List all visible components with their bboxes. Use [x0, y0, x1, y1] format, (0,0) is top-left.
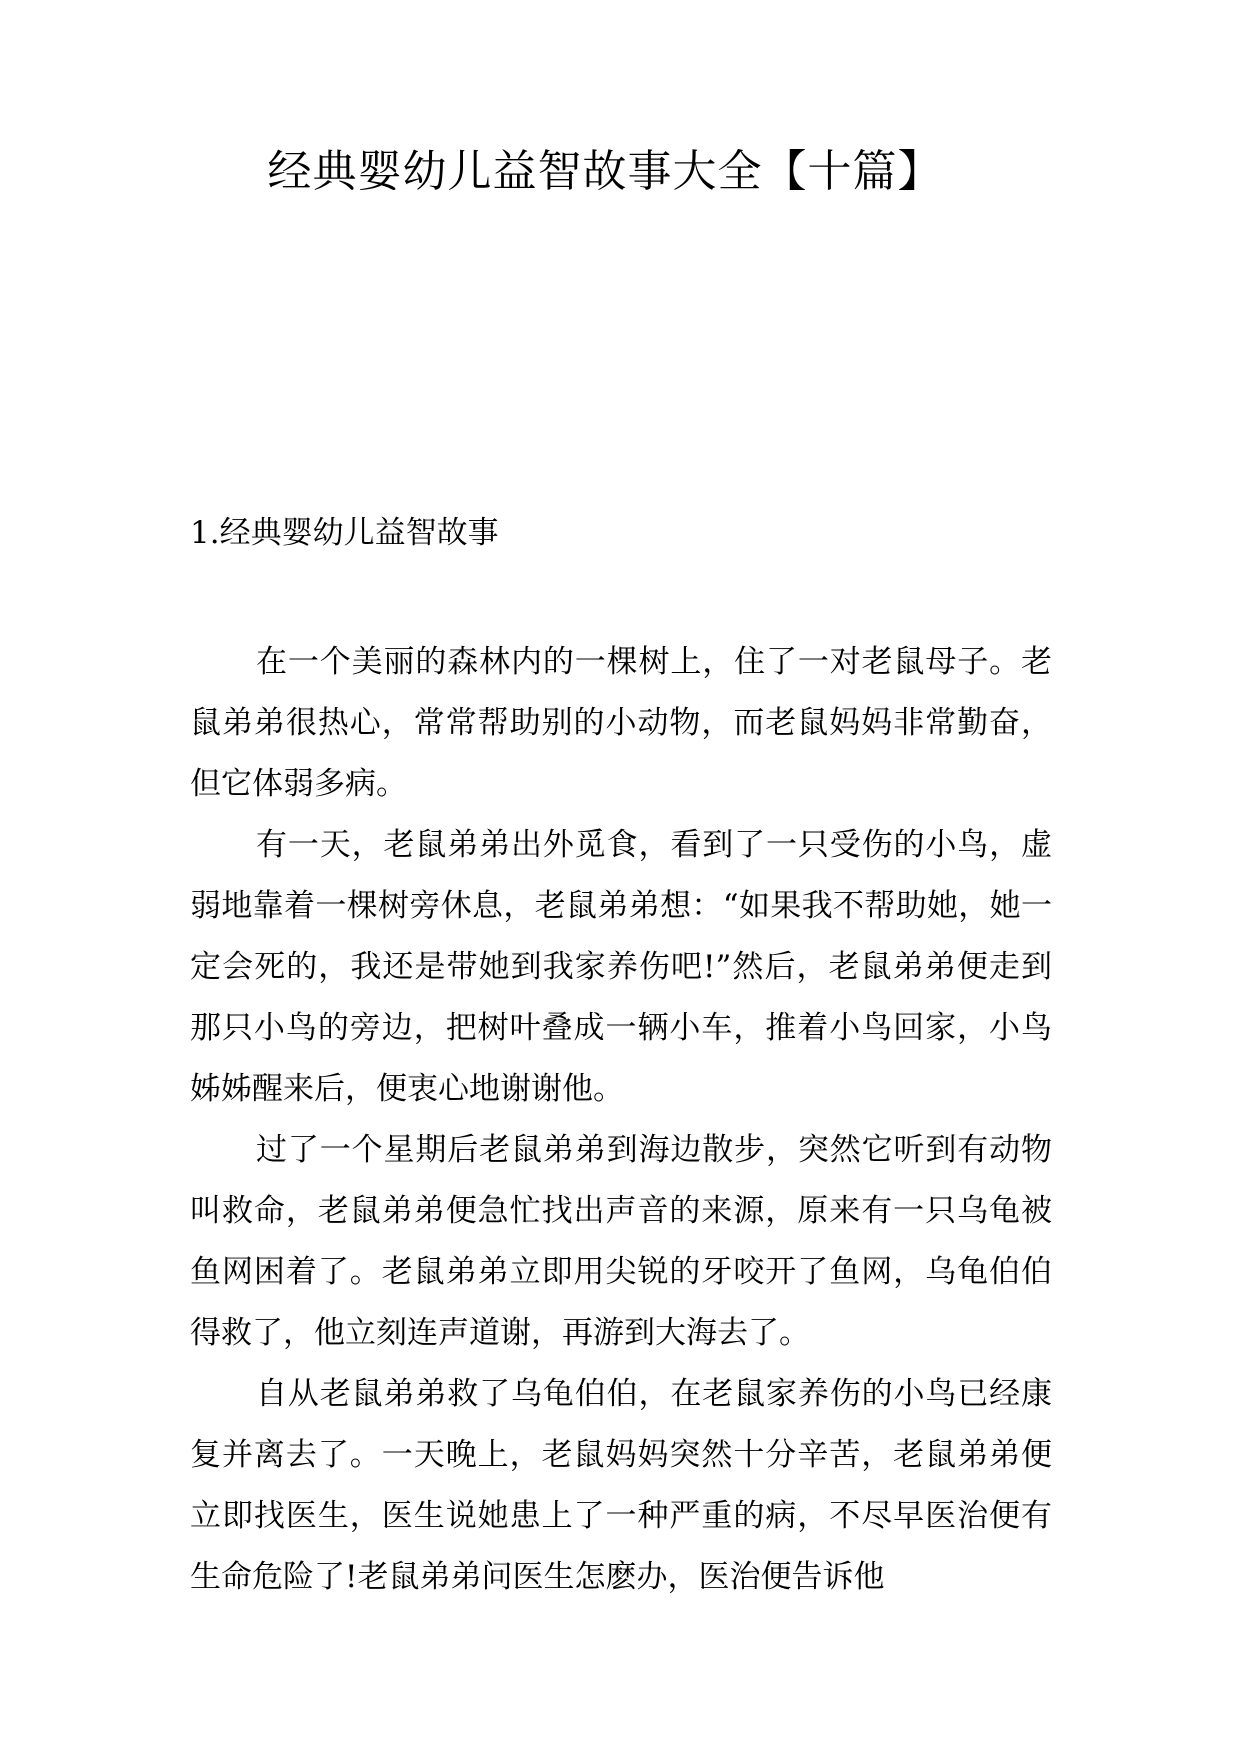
paragraph: 在一个美丽的森林内的一棵树上，住了一对老鼠母子。老鼠弟弟很热心，常常帮助别的小动物，而老鼠妈妈非常勤奋，但它体弱多病。: [190, 644, 1052, 802]
document-title: 经典婴幼儿益智故事大全【十篇】: [267, 146, 943, 197]
section-heading: 1.经典婴幼儿益智故事: [190, 515, 499, 551]
paragraph: 过了一个星期后老鼠弟弟到海边散步，突然它听到有动物叫救命，老鼠弟弟便急忙找出声音的来源，原来有一只乌龟被鱼网困着了。老鼠弟弟立即用尖锐的牙咬开了鱼网，乌龟伯伯得救了，他立刻连声道谢，再游到大海去了。: [190, 1132, 1052, 1351]
paragraph: 有一天，老鼠弟弟出外觅食，看到了一只受伤的小鸟，虚弱地靠着一棵树旁休息，老鼠弟弟想：“如果我不帮助她，她一定会死的，我还是带她到我家养伤吧!”然后，老鼠弟弟便走到那只小鸟的旁边，把树叶叠成一辆小车，推着小鸟回家，小鸟姊姊醒来后，便衷心地谢谢他。: [190, 827, 1052, 1107]
paragraph: 自从老鼠弟弟救了乌龟伯伯，在老鼠家养伤的小鸟已经康复并离去了。一天晚上，老鼠妈妈突然十分辛苦，老鼠弟弟便立即找医生，医生说她患上了一种严重的病，不尽早医治便有生命危险了!老鼠弟弟问医生怎麽办，医治便告诉他: [190, 1376, 1052, 1595]
story-body: [190, 632, 1052, 1608]
